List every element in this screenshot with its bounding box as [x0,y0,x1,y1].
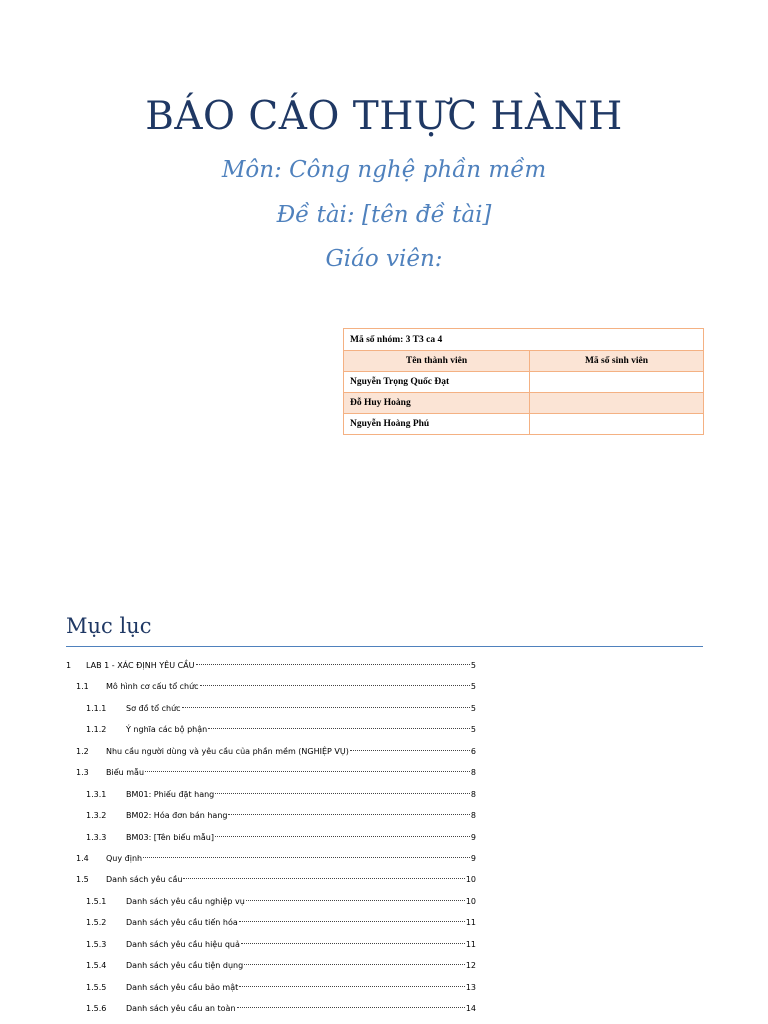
members-table [343,328,704,435]
toc-entry[interactable] [0,723,768,737]
toc-number: 1.5.1 [86,897,107,906]
topic-line: Đề tài: [tên đề tài] [276,202,492,228]
toc-number: 1 [66,661,72,670]
toc-entry[interactable] [0,1002,768,1016]
toc-page: 10 [465,875,476,884]
toc-entry[interactable] [0,873,768,887]
toc-page: 14 [465,1004,476,1013]
toc-entry[interactable] [0,916,768,930]
toc-text: Biểu mẫu [106,768,145,777]
toc-number: 1.3.3 [86,833,107,842]
toc-number: 1.3.2 [86,811,107,820]
toc-page: 5 [470,725,476,734]
toc-text: BM03: [Tên biểu mẫu] [126,833,214,842]
toc-divider [66,646,703,647]
toc-heading: Mục lục [66,614,152,638]
toc-text: Mô hình cơ cấu tổ chức [106,682,199,691]
toc-number: 1.5.4 [86,961,107,970]
toc-number: 1.1 [76,682,89,691]
member-id [530,414,704,435]
toc-entry[interactable] [0,831,768,845]
toc-text: Danh sách yêu cầu an toàn [126,1004,236,1013]
toc-number: 1.5 [76,875,89,884]
toc-number: 1.3 [76,768,89,777]
member-name: Nguyễn Trọng Quốc Đạt [344,372,530,393]
toc-text: BM02: Hóa đơn bán hang [126,811,228,820]
toc-page: 8 [470,768,476,777]
toc-page: 9 [470,854,476,863]
toc-text: Ý nghĩa các bộ phận [126,725,208,734]
toc-number: 1.4 [76,854,89,863]
toc-entry[interactable] [0,745,768,759]
toc-entry[interactable] [0,702,768,716]
toc-entry[interactable] [0,895,768,909]
toc-page: 10 [465,897,476,906]
toc-page: 6 [470,747,476,756]
group-info: Mã số nhóm: 3 T3 ca 4 [344,329,704,351]
toc-page: 11 [465,918,476,927]
teacher-line: Giáo viên: [325,246,443,272]
toc-page: 8 [470,811,476,820]
header-student-id: Mã số sinh viên [530,351,704,372]
toc-entry[interactable] [0,766,768,780]
toc-entry[interactable] [0,680,768,694]
toc-text: BM01: Phiếu đặt hang [126,790,215,799]
toc-text: Nhu cầu người dùng và yêu cầu của phần mềm (NGHIỆP VỤ) [106,747,349,756]
member-id [530,372,704,393]
toc-entry[interactable] [0,809,768,823]
toc-text: Danh sách yêu cầu nghiệp vụ [126,897,245,906]
member-name: Nguyễn Hoàng Phú [344,414,530,435]
toc-number: 1.1.2 [86,725,107,734]
toc-text: LAB 1 - XÁC ĐỊNH YÊU CẦU [86,661,195,670]
toc-text: Quy định [106,854,143,863]
toc-entry[interactable] [0,788,768,802]
report-title: BÁO CÁO THỰC HÀNH [145,94,623,139]
toc-page: 13 [465,983,476,992]
toc-text: Danh sách yêu cầu bảo mật [126,983,239,992]
toc-text: Danh sách yêu cầu hiệu quả [126,940,240,949]
toc-number: 1.2 [76,747,89,756]
toc-text: Danh sách yêu cầu [106,875,183,884]
toc-page: 5 [470,704,476,713]
toc-entry[interactable] [0,938,768,952]
toc-page: 8 [470,790,476,799]
toc-entry[interactable] [0,959,768,973]
toc-entry[interactable] [0,659,768,673]
toc-entry[interactable] [0,981,768,995]
toc-page: 5 [470,661,476,670]
toc-number: 1.5.5 [86,983,107,992]
toc-text: Sơ đồ tổ chức [126,704,181,713]
toc-number: 1.5.6 [86,1004,107,1013]
toc-page: 12 [465,961,476,970]
table-row [344,393,704,414]
toc-page: 5 [470,682,476,691]
subject-line: Môn: Công nghệ phần mềm [221,157,547,183]
toc-entry[interactable] [0,852,768,866]
member-id [530,393,704,414]
table-row [344,414,704,435]
header-member-name: Tên thành viên [344,351,530,372]
toc-number: 1.5.3 [86,940,107,949]
toc-page: 11 [465,940,476,949]
toc-text: Danh sách yêu cầu tiện dụng [126,961,244,970]
toc-number: 1.5.2 [86,918,107,927]
member-name: Đỗ Huy Hoàng [344,393,530,414]
toc-page: 9 [470,833,476,842]
toc-number: 1.1.1 [86,704,107,713]
table-row [344,372,704,393]
toc-text: Danh sách yêu cầu tiến hóa [126,918,238,927]
toc-number: 1.3.1 [86,790,107,799]
